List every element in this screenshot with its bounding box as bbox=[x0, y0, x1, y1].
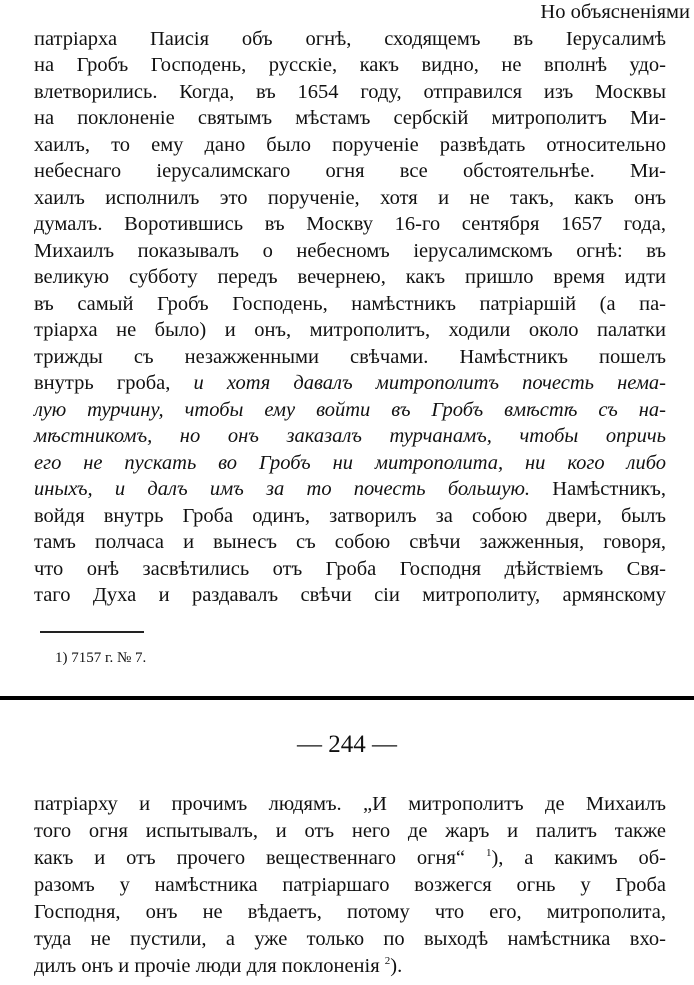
text-line: на Гробъ Господень, русскіе, какъ видно, не вполнѣ удо- bbox=[34, 54, 666, 76]
text-run: мѣстникомъ, но онъ заказалъ турчанамъ, чтобы опричь bbox=[34, 425, 666, 447]
footnote-reference: 2 bbox=[384, 955, 391, 968]
text-line bbox=[34, 477, 666, 501]
text-line: хаилъ, то ему дано было порученіе развѣдать относительно bbox=[34, 133, 666, 156]
text-run: иныхъ, и далъ имъ за то почесть большую. bbox=[34, 478, 531, 500]
footnote bbox=[55, 648, 146, 668]
text-line: тамъ полчаса и вынесъ съ собою свѣчи зажженныя, говоря, bbox=[34, 531, 666, 553]
text-run: дилъ онъ и прочіе люди для поклоненія bbox=[34, 955, 385, 977]
text-line bbox=[34, 451, 666, 475]
page-number: — 244 — bbox=[297, 731, 397, 758]
text-line bbox=[34, 424, 666, 448]
text-line bbox=[34, 371, 666, 395]
text-line: что онѣ засвѣтились отъ Гроба Господня дѣйствіемъ Свя- bbox=[34, 557, 666, 580]
text-line bbox=[34, 954, 666, 978]
text-line: Но объясненіями bbox=[540, 1, 690, 23]
text-line: патріарху и прочимъ людямъ. „И митрополитъ де Михаилъ bbox=[34, 793, 666, 815]
footnote-reference: 1 bbox=[485, 847, 492, 860]
text-line: Господня, онъ не вѣдаетъ, потому что его, митрополита, bbox=[34, 901, 666, 923]
text-line: хаилъ исполнилъ это порученіе, хотя и не такъ, какъ онъ bbox=[34, 186, 666, 209]
text-run: Намѣстникъ, bbox=[530, 478, 666, 500]
text-run: лую турчину, чтобы ему войти въ Гробъ вмѣстѣ съ на- bbox=[34, 398, 666, 421]
text-line: въ самый Гробъ Господень, намѣстникъ патріаршій (а па- bbox=[34, 292, 666, 315]
text-line: думалъ. Воротившись въ Москву 16-го сентября 1657 года, bbox=[34, 213, 666, 235]
text-line bbox=[34, 398, 666, 422]
text-run: ). bbox=[390, 955, 403, 977]
footnote-mark: 1) bbox=[55, 650, 68, 666]
text-line: разомъ у намѣстника патріаршаго возжегся огнь у Гроба bbox=[34, 874, 666, 896]
text-line: патріарха Паисія объ огнѣ, сходящемъ въ Іерусалимѣ bbox=[34, 27, 666, 50]
text-line: туда не пустили, а уже только по выходѣ намѣстника вхо- bbox=[34, 928, 666, 950]
text-line: тріарха не было) и онъ, митрополитъ, ходили около палатки bbox=[34, 319, 666, 341]
text-run: его не пускать во Гробъ ни митрополита, ни кого либо bbox=[34, 451, 666, 474]
text-line: таго Духа и раздавалъ свѣчи сіи митрополиту, армянскому bbox=[34, 584, 666, 606]
text-run: и хотя давалъ митрополитъ почесть нема- bbox=[193, 372, 666, 394]
text-line bbox=[34, 846, 666, 870]
text-line: войдя внутрь Гроба одинъ, затворилъ за собою двери, былъ bbox=[34, 504, 666, 527]
text-line: небеснаго іерусалимскаго огня все обстоятельнѣе. Ми- bbox=[34, 160, 666, 182]
text-line: того огня испытывалъ, и отъ него де жаръ и палитъ также bbox=[34, 820, 666, 842]
text-line: на поклоненіе святымъ мѣстамъ сербскій митрополитъ Ми- bbox=[34, 107, 666, 129]
text-line: влетворились. Когда, въ 1654 году, отправился изъ Москвы bbox=[34, 80, 666, 103]
text-line: Михаилъ показывалъ о небесномъ іерусалимскомъ огнѣ: въ bbox=[34, 239, 666, 262]
footnote-rule bbox=[40, 631, 144, 633]
text-run: ), а какимъ об- bbox=[491, 847, 666, 869]
footnote-text: 7157 г. № 7. bbox=[67, 650, 147, 666]
text-run: какъ и отъ прочего вещественнаго огня“ bbox=[34, 847, 486, 869]
page-separator bbox=[0, 696, 694, 700]
text-line: великую субботу передъ вечернею, какъ пришло время идти bbox=[34, 266, 666, 288]
text-line: трижды съ незажженными свѣчами. Намѣстникъ пошелъ bbox=[34, 345, 666, 368]
text-run: внутрь гроба, bbox=[34, 372, 194, 394]
